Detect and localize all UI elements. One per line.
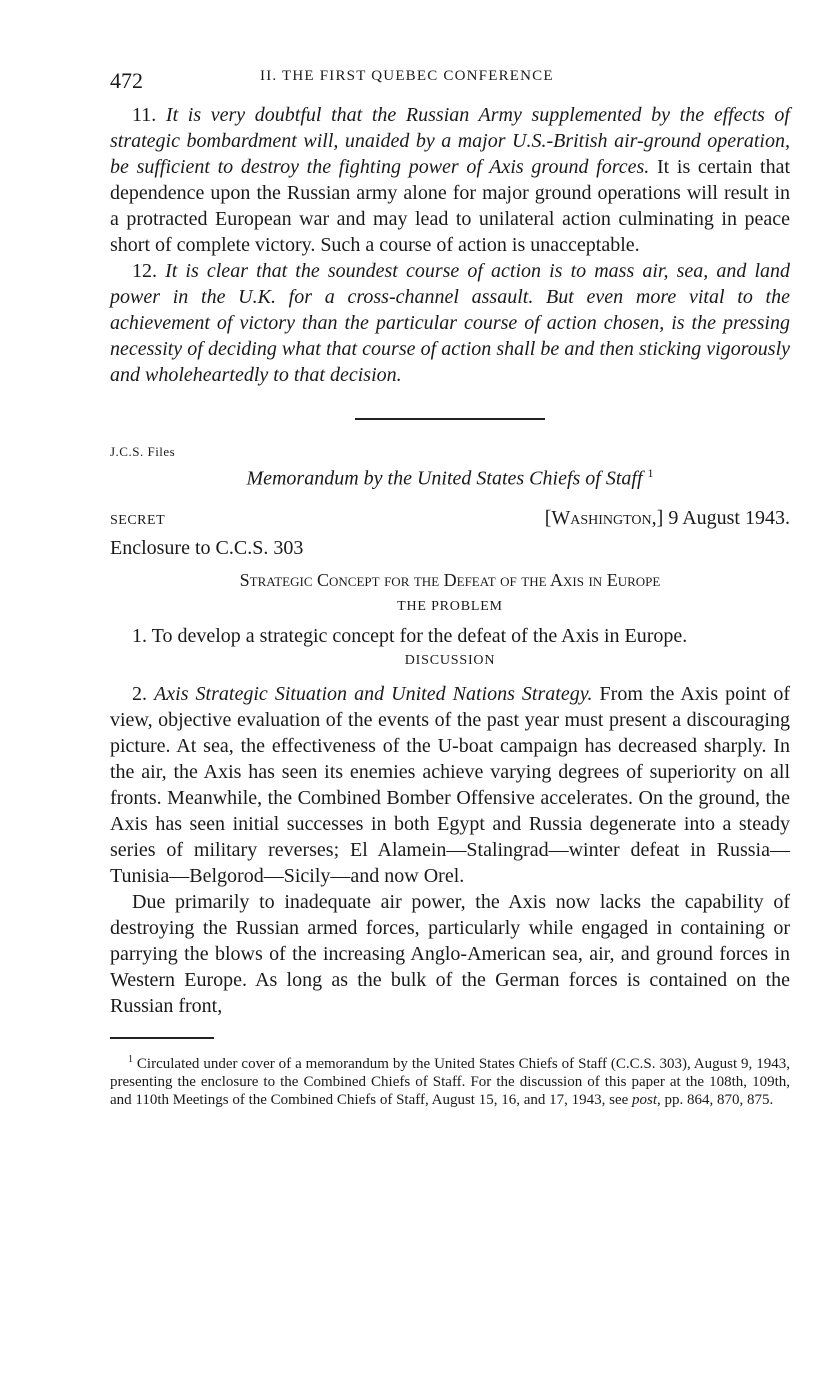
footnote-text: Circulated under cover of a memorandum by the United States Chiefs of Staff (C.C.S. 303), August 9, 1943, presenting the enclosure to the Combined Chiefs of Staff. For the discussion of this paper at the 108th, 109th, and 110th Meetings of the Combined Chiefs of Staff, August 15, 16, and 17, 1943, see bbox=[110, 1055, 790, 1108]
footnote-marker: 1 bbox=[647, 466, 654, 480]
paragraph-3: Due primarily to inadequate air power, the Axis now lacks the capability of destroying the Russian armed forces, particularly while engaged in containing or parrying the blows of the increasing Anglo-American sea, air, and ground forces in Western Europe. As long as the bulk of the German forces is contained on the Russian front, bbox=[110, 890, 790, 1017]
classification-label: SECRET bbox=[110, 512, 166, 528]
para-11-number: 11. bbox=[132, 104, 166, 126]
problem-heading: THE PROBLEM bbox=[397, 598, 503, 614]
paragraph-2 bbox=[110, 681, 790, 889]
paragraph-11 bbox=[110, 102, 790, 258]
section-divider bbox=[355, 418, 545, 420]
memo-title-text: Memorandum by the United States Chiefs of Staff bbox=[246, 467, 643, 490]
date-line bbox=[545, 507, 790, 530]
footnote-pages: , pp. 864, 870, 875. bbox=[657, 1091, 774, 1108]
para-2-number: 2. bbox=[132, 682, 155, 705]
paragraph-1: 1. To develop a strategic concept for the defeat of the Axis in Europe. bbox=[132, 624, 688, 647]
document-page bbox=[110, 62, 790, 1109]
para-11-italic: It is very doubtful that the Russian Army supplemented by the effects of strategic bombardment will, unaided by a major U.S.-British air-ground operation, be sufficient to destroy the fighting power of Axis ground forces. bbox=[110, 104, 790, 178]
para-12-italic: It is clear that the soundest course of action is to mass air, sea, and land power in the U.K. for a cross-channel assault. But even more vital to the achievement of victory than the particular course of action chosen, is the pressing necessity of deciding what that course of action shall be and then sticking vigorously and wholeheartedly to that decision. bbox=[110, 260, 791, 386]
dateline bbox=[110, 507, 790, 533]
strategic-concept-title: Strategic Concept for the Defeat of the Axis in Europe bbox=[239, 569, 661, 590]
footnote-number: 1 bbox=[128, 1053, 133, 1065]
date-text: 9 August 1943. bbox=[663, 506, 790, 529]
para-2-text: From the Axis point of view, objective evaluation of the events of the past year must present a discouraging picture. At sea, the effectiveness of the U-boat campaign has decreased sharply. In the air, the Axis has seen its enemies achieve varying degrees of superiority on all fronts. Meanwhile, the Combined Bomber Offensive accelerates. On the ground, the Axis has seen initial successes in both Egypt and Russia degenerate into a steady series of military reverses; El Alamein—Stalingrad—winter defeat in Russia—Tunisia—Belgorod—Sicily—and now Orel. bbox=[110, 682, 790, 887]
memo-title bbox=[110, 466, 790, 491]
footnote-post: post bbox=[632, 1091, 658, 1108]
discussion-heading: DISCUSSION bbox=[404, 652, 496, 668]
date-place: [Washington,] bbox=[544, 506, 664, 529]
enclosure-label: Enclosure to C.C.S. 303 bbox=[110, 536, 304, 559]
footnote bbox=[110, 1051, 790, 1109]
running-head: II. THE FIRST QUEBEC CONFERENCE bbox=[260, 68, 554, 84]
source-label: J.C.S. Files bbox=[110, 444, 176, 459]
footnote-divider bbox=[110, 1037, 214, 1039]
para-2-italic: Axis Strategic Situation and United Nations Strategy. bbox=[154, 682, 593, 705]
page-header bbox=[110, 62, 790, 102]
paragraph-12 bbox=[110, 258, 790, 388]
page-number: 472 bbox=[110, 68, 143, 93]
para-11-text: It is certain that dependence upon the Russian army alone for major ground operations will result in a protracted European war and may lead to unilateral action culminating in peace short of complete victory. Such a course of action is unacceptable. bbox=[110, 156, 791, 256]
para-12-number: 12. bbox=[132, 260, 166, 282]
